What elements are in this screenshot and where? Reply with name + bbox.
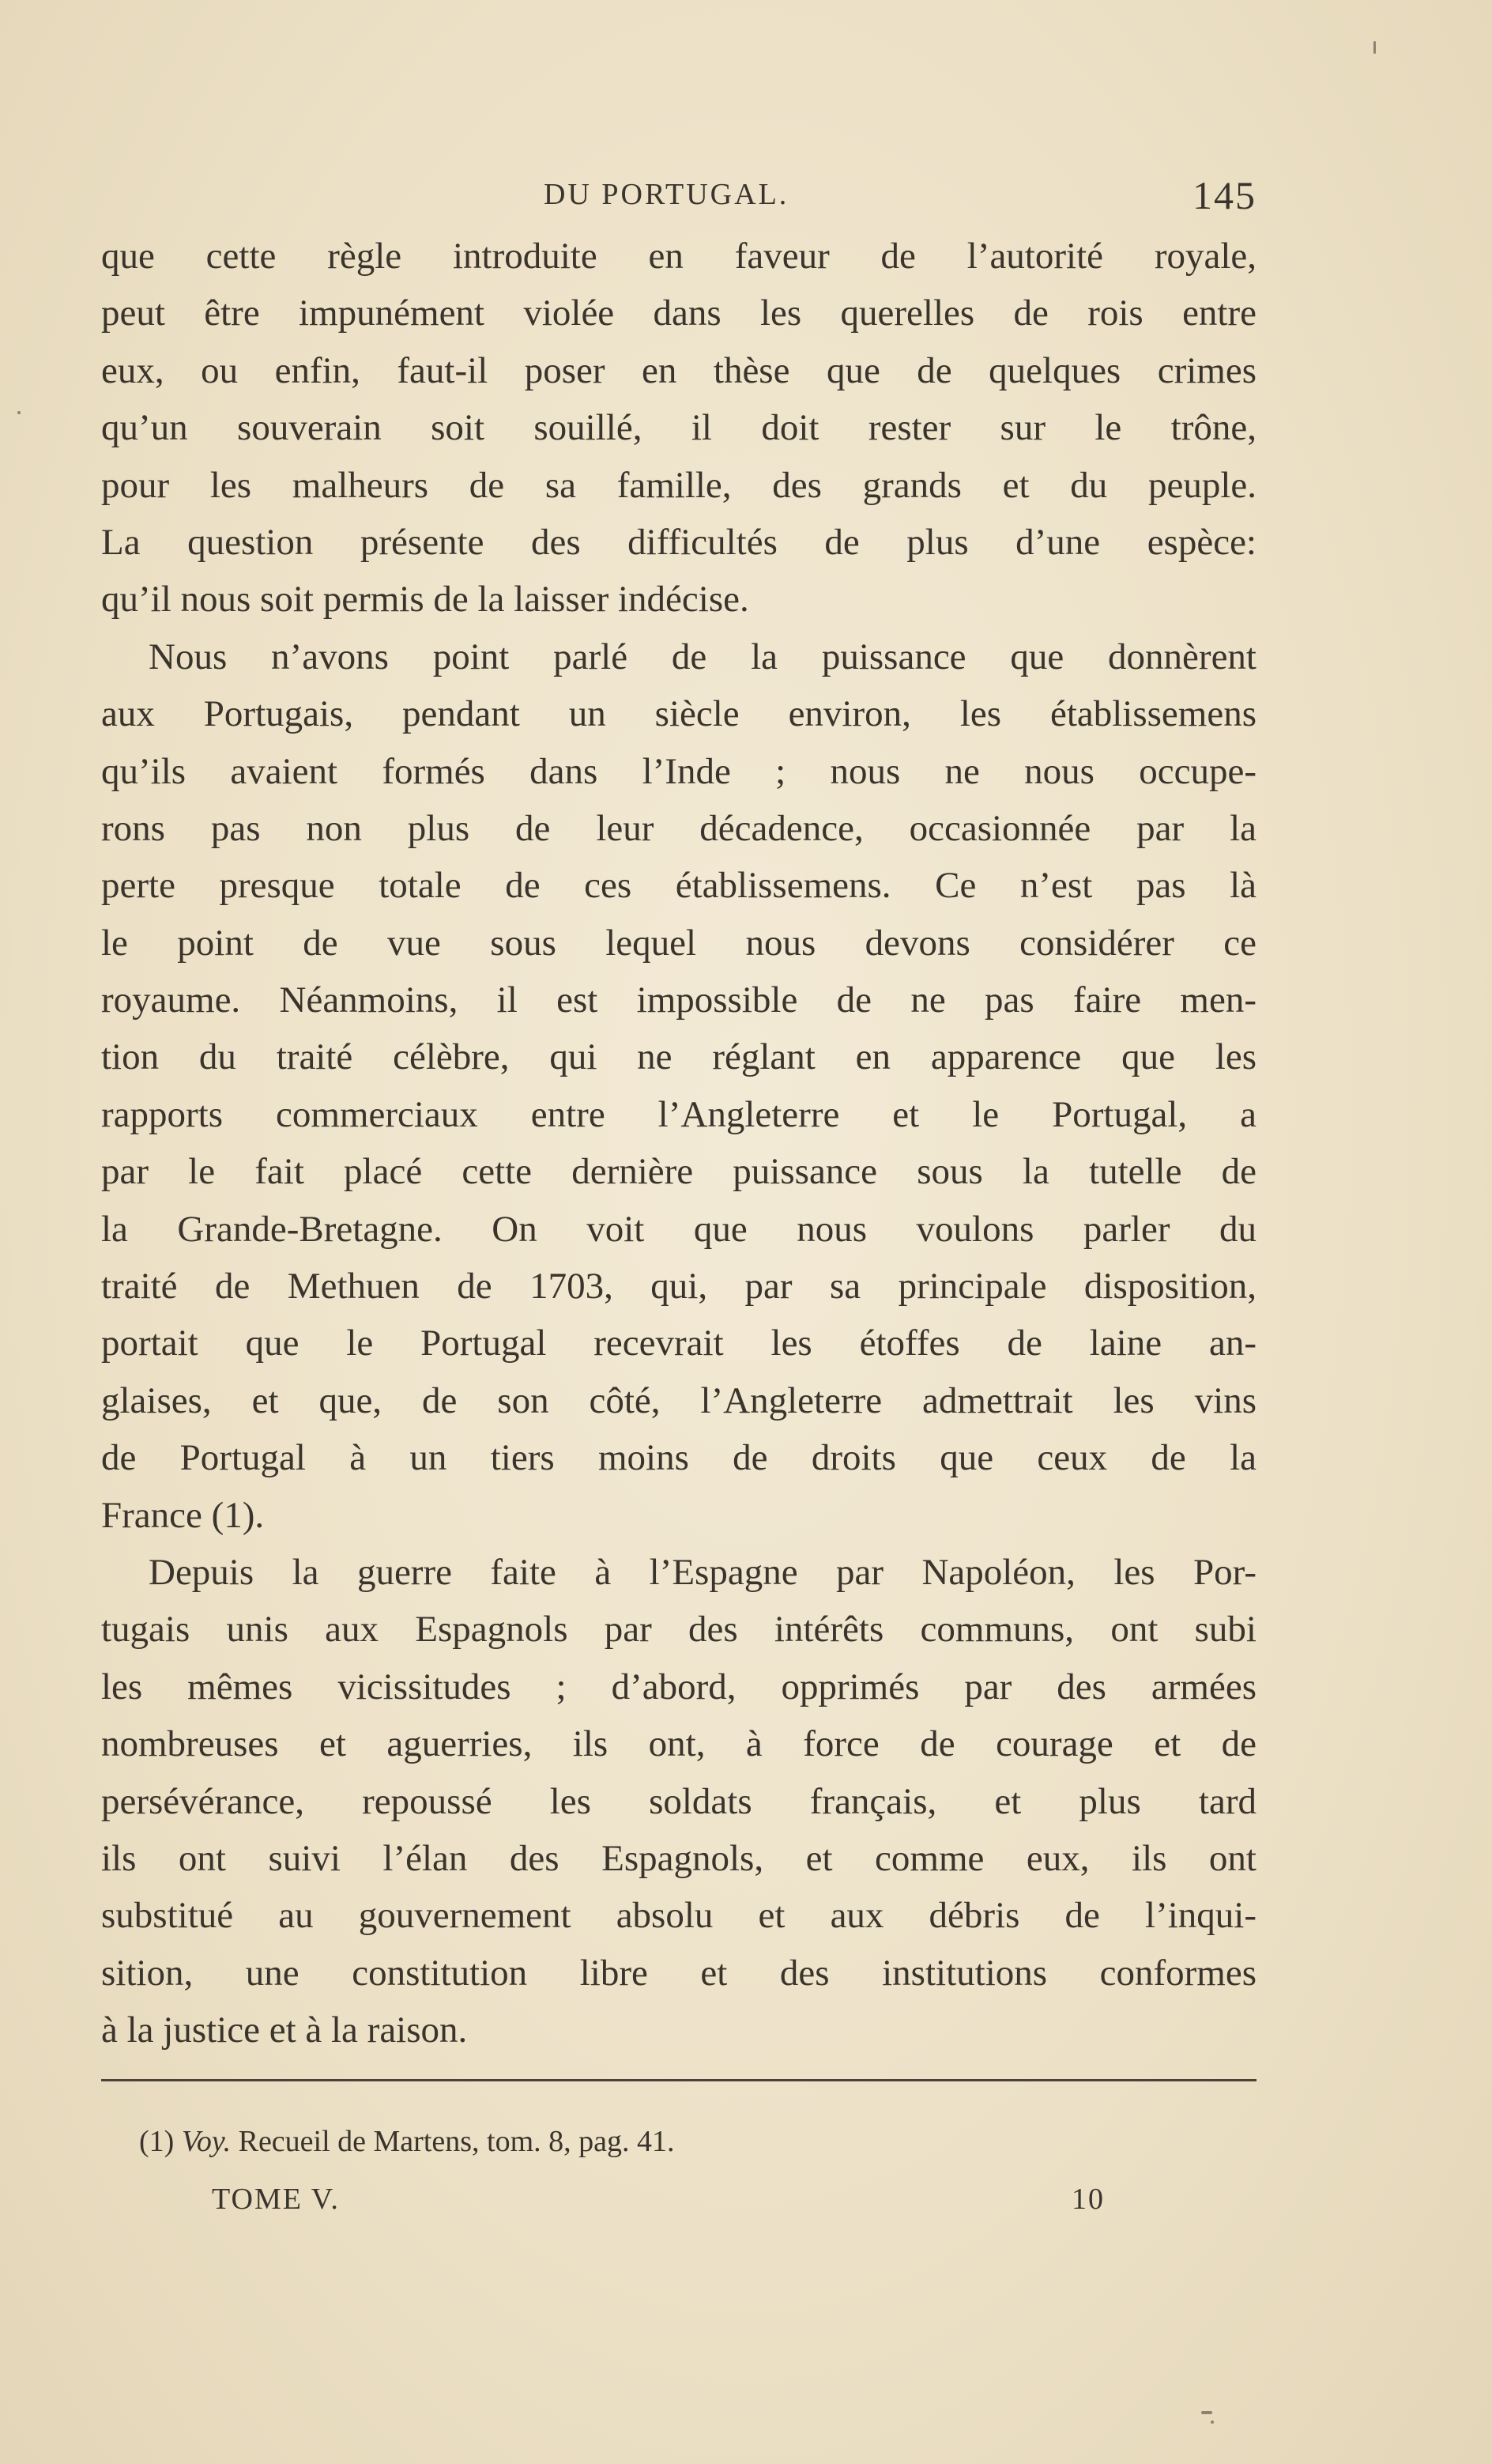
- text-line: pour les malheurs de sa famille, des grands et du peuple.: [101, 464, 1257, 506]
- paper-speck: [1211, 2421, 1214, 2424]
- body-text: [101, 228, 1257, 2059]
- text-line: substitué au gouvernement absolu et aux débris de l’inqui-: [101, 1895, 1257, 1937]
- footnote-text: Recueil de Martens, tom. 8, pag. 41.: [238, 2125, 675, 2158]
- text-line: tugais unis aux Espagnols par des intérêts communs, ont subi: [101, 1609, 1257, 1651]
- text-line: rons pas non plus de leur décadence, occasionnée par la: [101, 807, 1257, 849]
- text-line: rapports commerciaux entre l’Angleterre et le Portugal, a: [101, 1093, 1257, 1135]
- page-number: 145: [1192, 173, 1257, 217]
- text-line: perte presque totale de ces établissemens. Ce n’est pas là: [101, 865, 1257, 907]
- text-line: par le fait placé cette dernière puissance sous la tutelle de: [101, 1151, 1257, 1193]
- tome-label: TOME V.: [212, 2183, 340, 2216]
- text-line: France (1).: [101, 1494, 265, 1536]
- text-line: que cette règle introduite en faveur de l’autorité royale,: [101, 236, 1257, 277]
- text-line: à la justice et à la raison.: [101, 2009, 468, 2051]
- text-line: qu’un souverain soit souillé, il doit rester sur le trône,: [101, 407, 1257, 449]
- text-line: peut être impunément violée dans les querelles de rois entre: [101, 292, 1257, 334]
- text-line: portait que le Portugal recevrait les étoffes de laine an-: [101, 1323, 1257, 1364]
- text-line: Depuis la guerre faite à l’Espagne par Napoléon, les Por-: [149, 1551, 1257, 1593]
- paper-speck: [1201, 2411, 1212, 2414]
- footnote: [139, 2122, 675, 2161]
- text-line: de Portugal à un tiers moins de droits que ceux de la: [101, 1437, 1257, 1479]
- text-line: les mêmes vicissitudes ; d’abord, opprimés par des armées: [101, 1666, 1257, 1707]
- signature-line: [212, 2182, 1105, 2221]
- text-line: nombreuses et aguerries, ils ont, à force de courage et de: [101, 1723, 1257, 1765]
- text-line: Nous n’avons point parlé de la puissance que donnèrent: [149, 636, 1257, 677]
- gathering-number: 10: [1072, 2183, 1105, 2216]
- text-line: aux Portugais, pendant un siècle environ, les établissemens: [101, 693, 1257, 735]
- text-line: sition, une constitution libre et des institutions conformes: [101, 1952, 1257, 1994]
- text-line: tion du traité célèbre, qui ne réglant en apparence que les: [101, 1036, 1257, 1078]
- text-line: eux, ou enfin, faut-il poser en thèse que de quelques crimes: [101, 349, 1257, 391]
- text-line: le point de vue sous lequel nous devons considérer ce: [101, 922, 1257, 964]
- text-line: qu’ils avaient formés dans l’Inde ; nous ne nous occupe-: [101, 750, 1257, 792]
- running-title: DU PORTUGAL.: [544, 178, 789, 211]
- paper-speck: [1373, 41, 1376, 54]
- footnote-marker: (1): [139, 2125, 175, 2158]
- text-line: royaume. Néanmoins, il est impossible de ne pas faire men-: [101, 979, 1257, 1021]
- text-line: La question présente des difficultés de plus d’une espèce:: [101, 521, 1257, 563]
- text-line: qu’il nous soit permis de la laisser indécise.: [101, 579, 749, 621]
- text-line: la Grande-Bretagne. On voit que nous voulons parler du: [101, 1208, 1257, 1250]
- paper-speck: [17, 411, 21, 414]
- text-line: ils ont suivi l’élan des Espagnols, et comme eux, ils ont: [101, 1837, 1257, 1879]
- running-head: [101, 172, 1257, 220]
- text-line: persévérance, repoussé les soldats français, et plus tard: [101, 1780, 1257, 1822]
- text-line: traité de Methuen de 1703, qui, par sa principale disposition,: [101, 1266, 1257, 1307]
- footnote-rule: [101, 2079, 1257, 2081]
- text-line: glaises, et que, de son côté, l’Angleterre admettrait les vins: [101, 1379, 1257, 1421]
- footnote-abbrev: Voy.: [181, 2125, 232, 2158]
